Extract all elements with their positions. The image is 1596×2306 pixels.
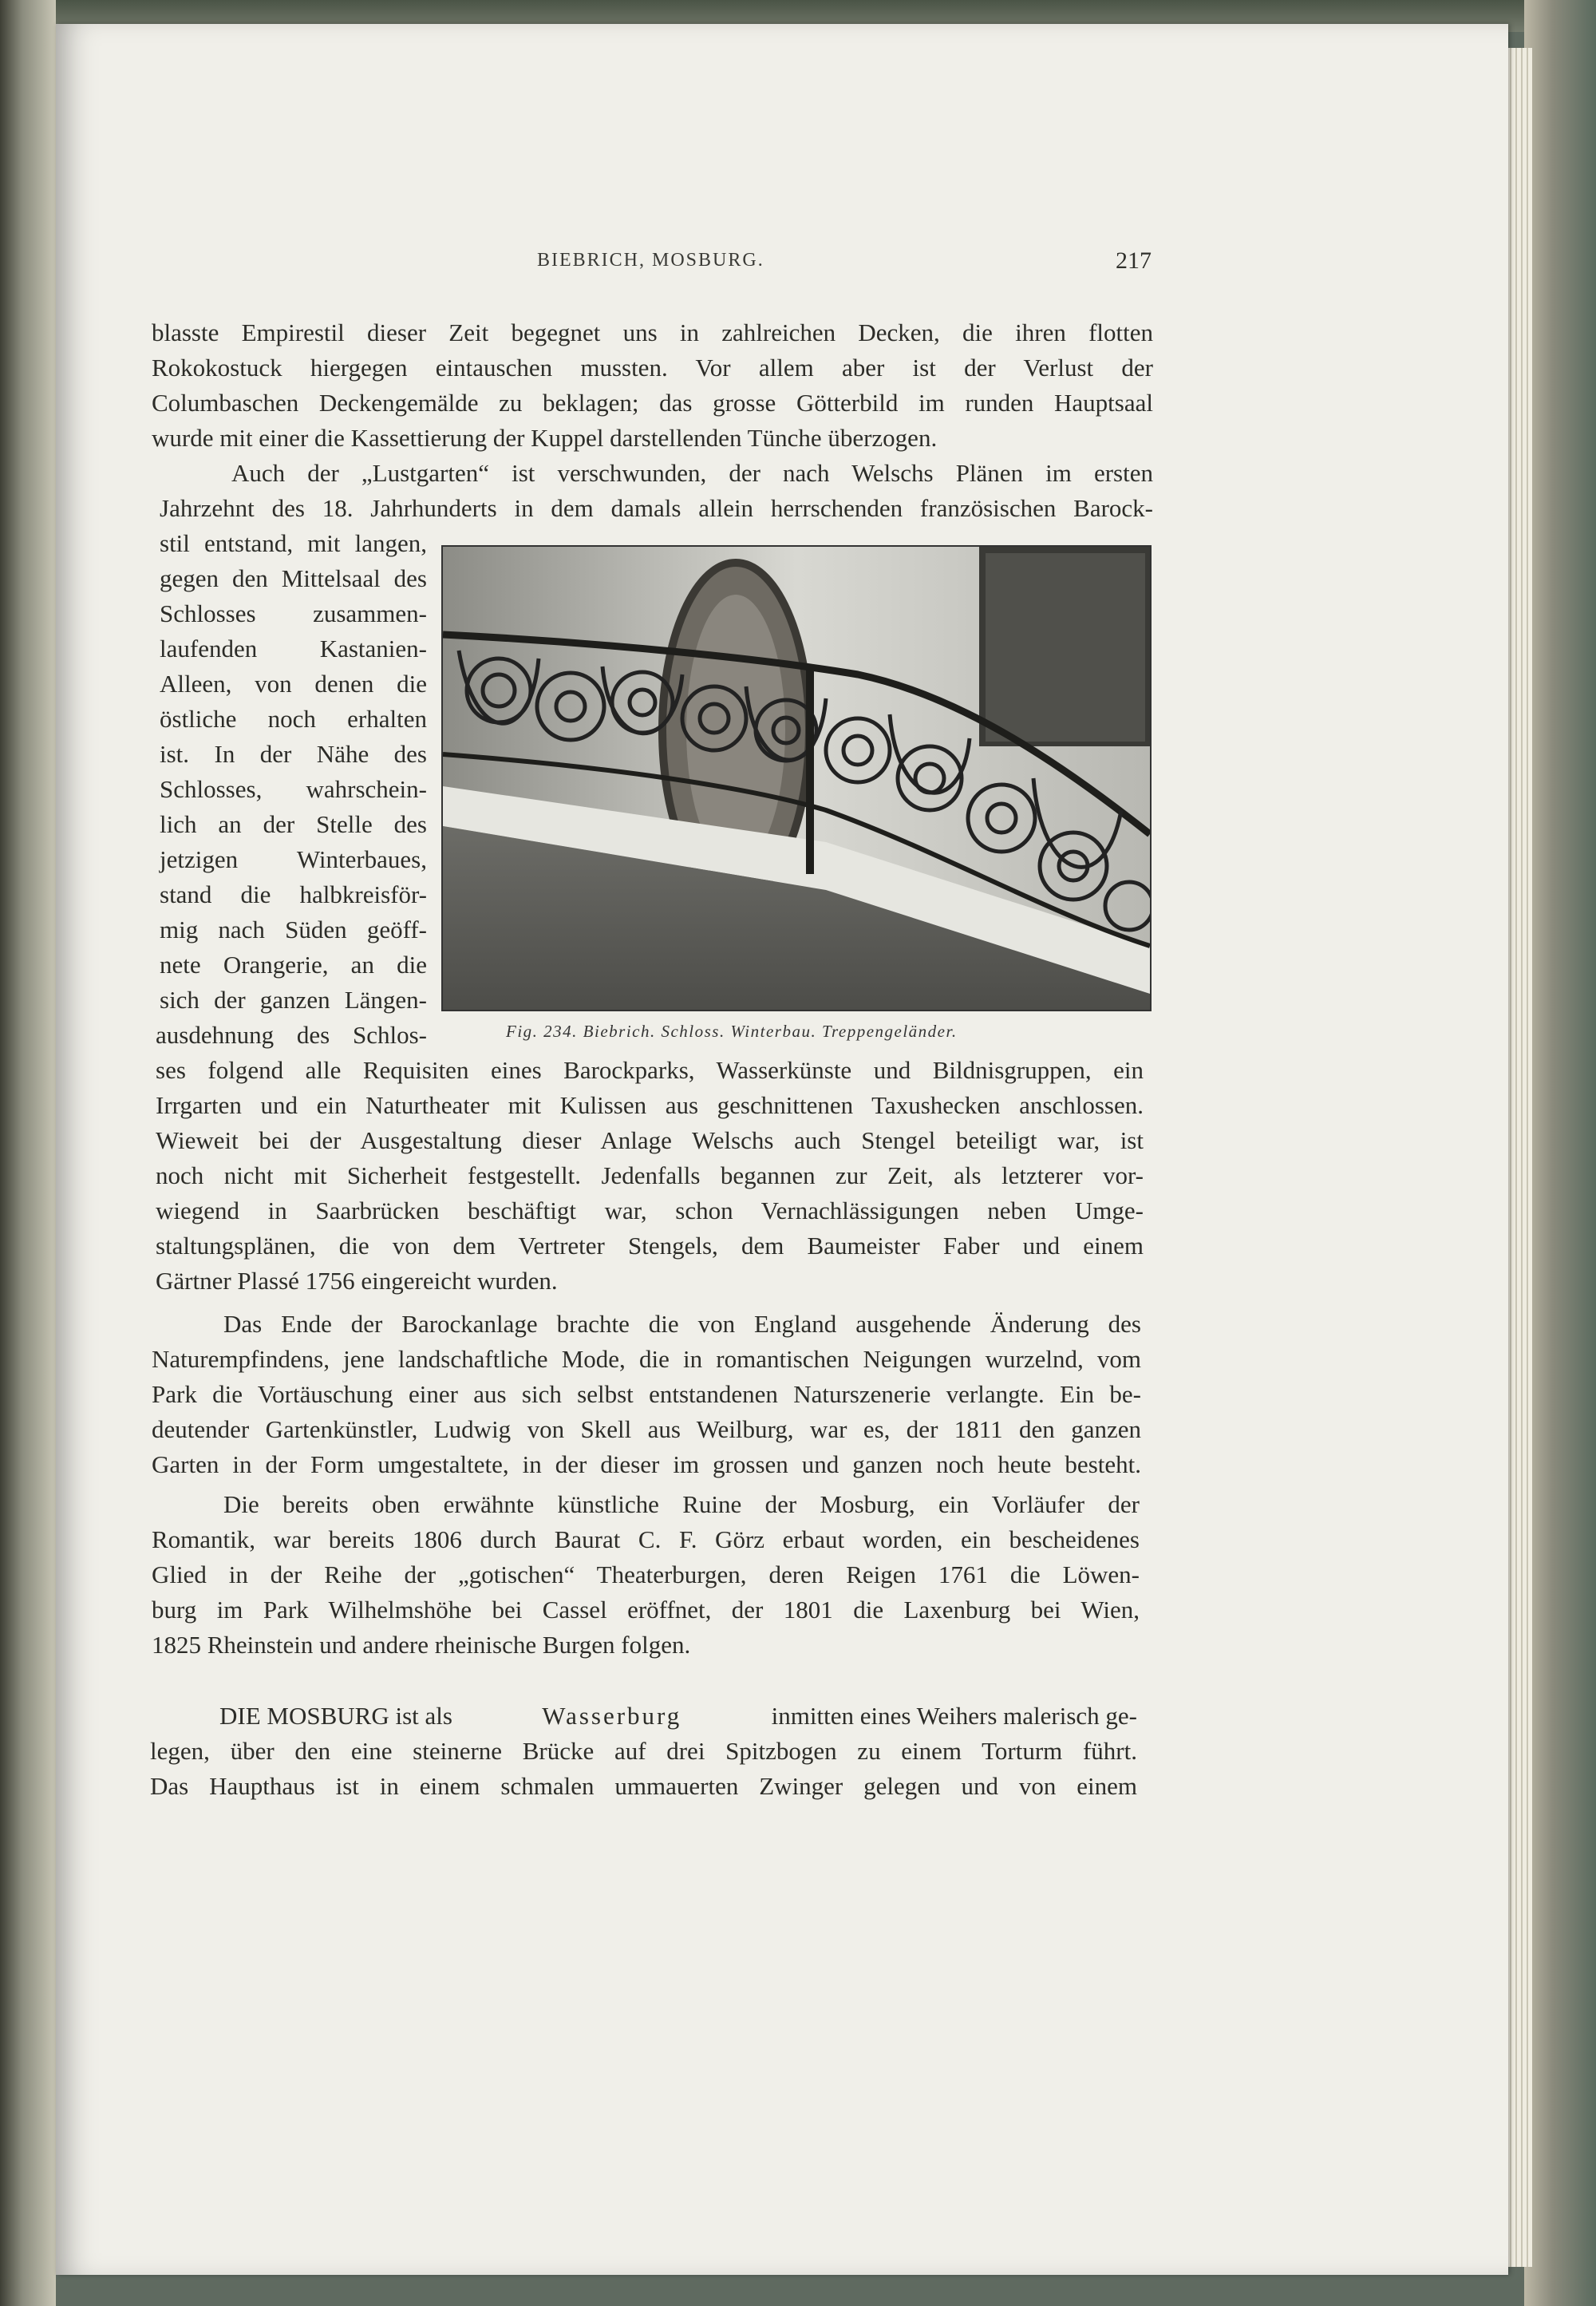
text-line: gegen den Mittelsaal des bbox=[160, 564, 427, 592]
figure-photo-stair-railing bbox=[441, 545, 1152, 1011]
text-line: ses folgend alle Requisiten eines Barockparks, Wasserkünste und Bildnisgruppen, ein bbox=[156, 1056, 1144, 1084]
text-line: wiegend in Saarbrücken beschäftigt war, schon Vernachlässigungen neben Umge- bbox=[156, 1197, 1144, 1224]
text-line: Das Ende der Barockanlage brachte die von England ausgehende Änderung des bbox=[223, 1310, 1141, 1338]
text-line: Gärtner Plassé 1756 eingereicht wurden. bbox=[156, 1267, 558, 1295]
text-line: laufenden Kastanien- bbox=[160, 635, 427, 663]
emphasis-spaced: Wasserburg bbox=[542, 1702, 682, 1730]
text-line: legen, über den eine steinerne Brücke auf drei Spitzbogen zu einem Torturm führt. bbox=[150, 1737, 1137, 1765]
text-line: wurde mit einer die Kassettierung der Kuppel darstellenden Tünche überzogen. bbox=[152, 424, 938, 452]
text-line: Rokokostuck hiergegen eintauschen mussten. Vor allem aber ist der Verlust der bbox=[152, 354, 1153, 382]
text-line: stand die halbkreisför- bbox=[160, 880, 427, 908]
text-line: Naturempfindens, jene landschaftliche Mode, die in romantischen Neigungen wurzelnd, vom bbox=[152, 1345, 1141, 1373]
text-line: östliche noch erhalten bbox=[160, 705, 427, 733]
figure-caption: Fig. 234. Biebrich. Schloss. Winterbau. Treppengeländer. bbox=[506, 1022, 958, 1041]
text-line: lich an der Stelle des bbox=[160, 810, 427, 838]
text-line: blasste Empirestil dieser Zeit begegnet uns in zahlreichen Decken, die ihren flotten bbox=[152, 318, 1153, 346]
running-head: BIEBRICH, MOSBURG. bbox=[537, 250, 764, 271]
railing-photo-illustration bbox=[443, 547, 1150, 1010]
text-line: ist. In der Nähe des bbox=[160, 740, 427, 768]
text-line: Schlosses, wahrschein- bbox=[160, 775, 427, 803]
text-line: ausdehnung des Schlos- bbox=[156, 1021, 427, 1049]
text-line: Die bereits oben erwähnte künstliche Ruine der Mosburg, ein Vorläufer der bbox=[223, 1490, 1140, 1518]
text-line: Wieweit bei der Ausgestaltung dieser Anlage Welschs auch Stengel beteiligt war, ist bbox=[156, 1126, 1144, 1154]
book-spine-edge bbox=[0, 0, 56, 2306]
text-line: staltungsplänen, die von dem Vertreter Stengels, dem Baumeister Faber und einem bbox=[156, 1232, 1144, 1260]
text-line bbox=[219, 1700, 1137, 1732]
text-line: Park die Vortäuschung einer aus sich selbst entstandenen Naturszenerie verlangte. Ein be- bbox=[152, 1380, 1141, 1408]
text-line: Schlosses zusammen- bbox=[160, 599, 427, 627]
text-line: Auch der „Lustgarten“ ist verschwunden, der nach Welschs Plänen im ersten bbox=[231, 459, 1153, 487]
text-line: jetzigen Winterbaues, bbox=[160, 845, 427, 873]
text-line: Columbaschen Deckengemälde zu beklagen; das grosse Götterbild im runden Hauptsaal bbox=[152, 389, 1153, 417]
text-line: nete Orangerie, an die bbox=[160, 951, 427, 979]
page-number: 217 bbox=[1116, 247, 1152, 274]
line-rest: inmitten eines Weihers malerisch ge- bbox=[771, 1702, 1137, 1730]
text-line: mig nach Süden geöff- bbox=[160, 916, 427, 943]
text-line: Garten in der Form umgestaltete, in der dieser im grossen und ganzen noch heute besteht. bbox=[152, 1450, 1141, 1478]
text-line: Jahrzehnt des 18. Jahrhunderts in dem damals allein herrschenden französischen Barock- bbox=[160, 494, 1153, 522]
text-line: Romantik, war bereits 1806 durch Baurat C. F. Görz erbaut worden, ein bescheidenes bbox=[152, 1525, 1140, 1553]
text-line: stil entstand, mit langen, bbox=[160, 529, 427, 557]
book-cover-right bbox=[1524, 0, 1596, 2306]
text-line: noch nicht mit Sicherheit festgestellt. Jedenfalls begannen zur Zeit, als letzterer vor- bbox=[156, 1161, 1144, 1189]
text-line: Irrgarten und ein Naturtheater mit Kulissen aus geschnittenen Taxushecken anschlossen. bbox=[156, 1091, 1144, 1119]
text-line: burg im Park Wilhelmshöhe bei Cassel eröffnet, der 1801 die Laxenburg bei Wien, bbox=[152, 1596, 1140, 1624]
text-line: 1825 Rheinstein und andere rheinische Burgen folgen. bbox=[152, 1631, 691, 1659]
text-line: Das Haupthaus ist in einem schmalen ummauerten Zwinger gelegen und von einem bbox=[150, 1772, 1137, 1800]
text-line: Alleen, von denen die bbox=[160, 670, 427, 698]
text-line: Glied in der Reihe der „gotischen“ Theaterburgen, deren Reigen 1761 die Löwen- bbox=[152, 1560, 1140, 1588]
text-line: deutender Gartenkünstler, Ludwig von Skell aus Weilburg, war es, der 1811 den ganzen bbox=[152, 1415, 1141, 1443]
section-lead: DIE MOSBURG ist als bbox=[219, 1702, 452, 1730]
text-line: sich der ganzen Längen- bbox=[160, 986, 427, 1014]
